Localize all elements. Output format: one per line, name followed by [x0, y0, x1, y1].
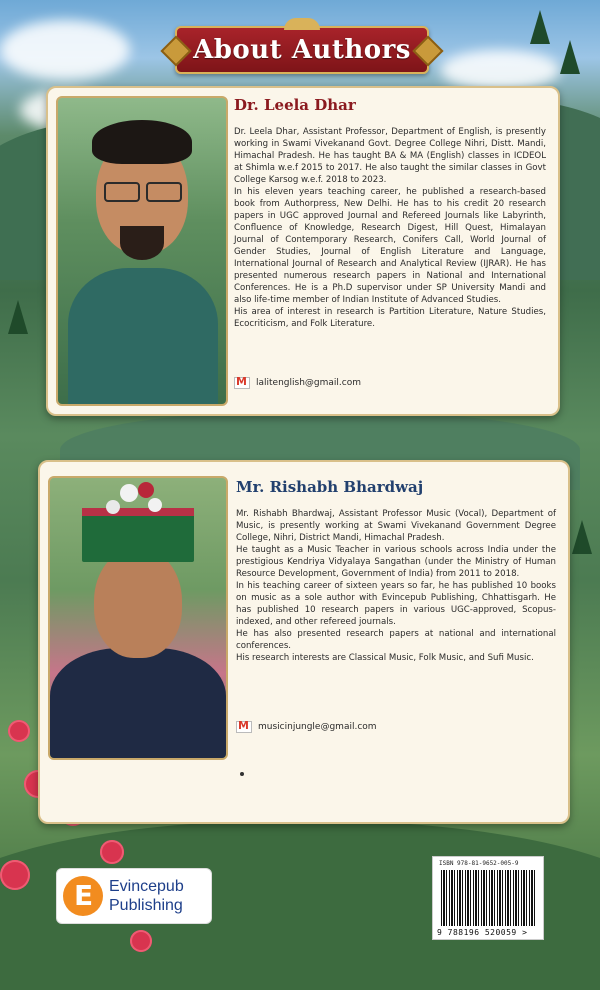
cloud [440, 50, 560, 90]
barcode-bars [441, 870, 537, 926]
glasses [146, 182, 182, 202]
cap-decoration [120, 484, 138, 502]
author-email-row [234, 377, 361, 389]
gmail-icon [236, 721, 252, 733]
cloud [0, 20, 130, 80]
author-email[interactable]: lalitenglish@gmail.com [256, 378, 361, 388]
publisher-line-1: Evincepub [109, 878, 184, 895]
author-name: Mr. Rishabh Bhardwaj [236, 478, 424, 496]
page-title: About Authors [193, 35, 411, 65]
himachali-cap [82, 508, 194, 562]
author-email-row [236, 721, 377, 733]
author-card-1 [46, 86, 560, 416]
rhododendron-flower [130, 930, 152, 952]
author-email[interactable]: musicinjungle@gmail.com [258, 722, 377, 732]
cap-band [82, 508, 194, 516]
face [94, 548, 182, 658]
pine-tree [8, 300, 28, 334]
cap-decoration [148, 498, 162, 512]
author-photo-1 [56, 96, 228, 406]
isbn-top-text: ISBN 978-81-9652-005-9 [439, 860, 519, 867]
pine-tree [572, 520, 592, 554]
beard [120, 226, 164, 260]
hair [92, 120, 192, 164]
rhododendron-flower [100, 840, 124, 864]
rhododendron-flower [8, 720, 30, 742]
pine-tree [530, 10, 550, 44]
jacket [68, 268, 218, 406]
bio-paragraph: In his eleven years teaching career, he published a research-based book from Authorpress, New Delhi. He has to his credit 20 research papers in UGC approved Journal and Refereed Journals like Labyrinth, Confluence of Knowledge, Research Digest, Hill Quest, Himalayan Journal of Contemporary Research, Conifers Call, World Journal of Gender Studies, Journal of English Literature and Language, International Journal of Research and Analytical Review (IJRAR). He has presented numerous research papers in National and International Conferences. He is a Ph.D supervisor under SP University Mandi and also life-time member of Indian Institute of Advanced Studies. [234, 187, 546, 305]
bio-paragraph: His research interests are Classical Music, Folk Music, and Sufi Music. [236, 653, 534, 663]
bio-paragraph: His area of interest in research is Partition Literature, Nature Studies, Ecocriticism, and Folk Literature. [234, 307, 546, 329]
bio-paragraph: Mr. Rishabh Bhardwaj, Assistant Professor Music (Vocal), Department of Music, is presently working at Swami Vivekanand Government Degree College, Nihri, District Mandi, Himachal Pradesh. [236, 509, 556, 543]
bullet-dot [240, 772, 244, 776]
author-card-2 [38, 460, 570, 824]
author-photo-2 [48, 476, 228, 760]
gmail-icon [234, 377, 250, 389]
publisher-logo [56, 868, 212, 924]
author-bio [236, 508, 556, 664]
glasses [104, 182, 140, 202]
cap-decoration [138, 482, 154, 498]
publisher-name [109, 877, 184, 915]
author-bio [234, 126, 546, 330]
bio-paragraph: He has also presented research papers at national and international conferences. [236, 629, 556, 651]
banner-ornament [284, 18, 320, 30]
bio-paragraph: Dr. Leela Dhar, Assistant Professor, Department of English, is presently working in Swami Vivekanand Govt. Degree College Nihri, Distt. Mandi, Himachal Pradesh. He has taught BA & MA (English) classes in ICDEOL at Shimla w.e.f 2015 to 2017. He also taught the similar classes in Govt College Karsog w.e.f. 2018 to 2023. [234, 127, 546, 185]
rhododendron-flower [0, 860, 30, 890]
bio-paragraph: In his teaching career of sixteen years so far, he has published 10 books on music as a sole author with Evincepub Publishing, Chhattisgarh. He has published 10 research papers in various UGC-approved, Scopus-indexed, and other refereed journals. [236, 581, 556, 627]
isbn-bottom-text: 9 788196 520059 > [437, 928, 528, 937]
isbn-barcode [432, 856, 544, 940]
jacket [50, 648, 226, 760]
pine-tree [560, 40, 580, 74]
bio-paragraph: He taught as a Music Teacher in various schools across India under the prestigious Kendriya Vidyalaya Sangathan (under the Ministry of Human Resource Development, Government of India) from 2011 to 2018. [236, 545, 556, 579]
cap-decoration [106, 500, 120, 514]
publisher-line-2: Publishing [109, 897, 183, 914]
publisher-e-icon [63, 876, 103, 916]
title-banner [175, 26, 429, 74]
author-name: Dr. Leela Dhar [234, 96, 356, 114]
